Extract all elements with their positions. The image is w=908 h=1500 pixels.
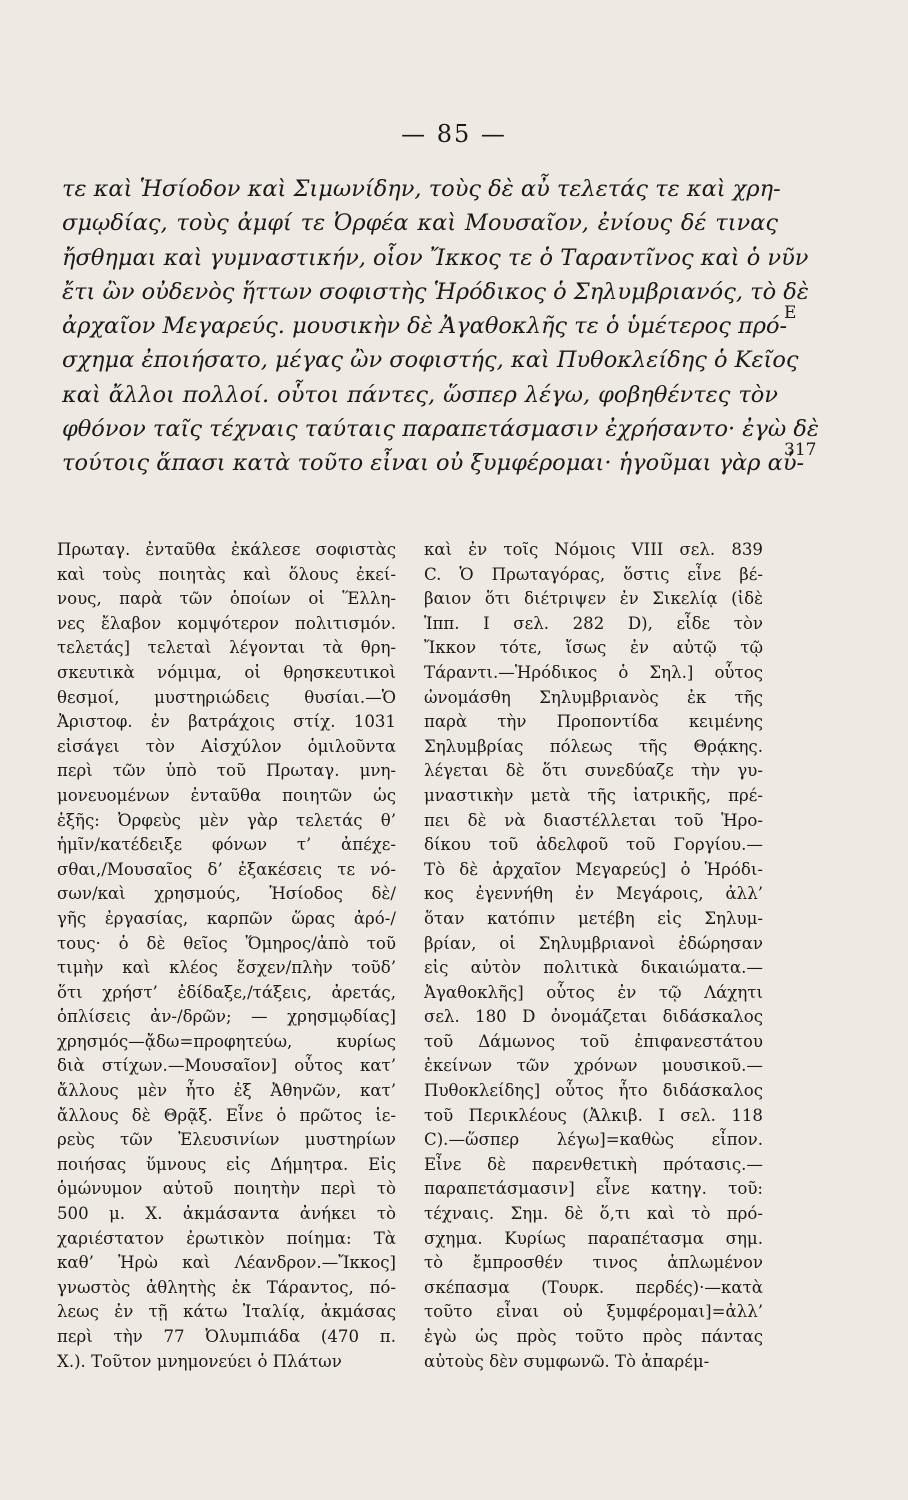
commentary-line: σθαι,/Μουσαῖος δ’ ἐξακέσεις τε νό- (57, 859, 396, 879)
commentary-line: σχημα. Κυρίως παραπέτασμα σημ. (424, 1228, 763, 1248)
commentary-line: παρὰ τὴν Προποντίδα κειμένης (424, 712, 763, 732)
main-text-line: τούτοις ἅπασι κατὰ τοῦτο εἶναι οὐ ξυμφέρομαι· ἡγοῦμαι γὰρ αὐ- (62, 450, 805, 477)
commentary-line: σων/καὶ χρησμούς, Ἡσίοδος δὲ/ (57, 884, 396, 904)
main-text-line: τε καὶ Ἡσίοδον καὶ Σιμωνίδην, τοὺς δὲ αὖ τελετάς τε καὶ χρη- (62, 176, 781, 202)
commentary-line: μναστικὴν μετὰ τῆς ἰατρικῆς, πρέ- (424, 785, 763, 805)
commentary-line: μονευομένων ἐνταῦθα ποιητῶν ὡς (57, 785, 396, 805)
commentary-line: σκέπασμα (Τουρκ. περδές)·—κατὰ (424, 1277, 763, 1297)
commentary-line: σκευτικὰ νόμιμα, οἱ θρησκευτικοὶ (57, 662, 396, 682)
commentary-line: Πρωταγ. ἐνταῦθα ἐκάλεσε σοφιστὰς (57, 540, 396, 559)
commentary-line: ἡμῖν/κατέδειξε φόνων τ’ ἀπέχε- (57, 835, 396, 855)
commentary-line: δίκου τοῦ ἀδελφοῦ τοῦ Γοργίου.— (424, 835, 763, 855)
commentary-line: θεσμοί, μυστηριώδεις θυσίαι.—Ὁ (57, 687, 396, 707)
commentary-line: ὠνομάσθη Σηλυμβριανὸς ἐκ τῆς (424, 687, 763, 707)
commentary-line: ὅταν κατόπιν μετέβη εἰς Σηλυμ- (424, 908, 763, 928)
margin-page-reference: 317 (784, 440, 817, 460)
commentary-line: παραπετάσμασιν] εἶνε κατηγ. τοῦ: (424, 1179, 763, 1199)
commentary-line: ἐκείνων τῶν χρόνων μουσικοῦ.— (424, 1056, 763, 1076)
commentary-line: διὰ στίχων.—Μουσαῖον] οὗτος κατ’ (57, 1056, 396, 1076)
commentary-line: ρεὺς τῶν Ἐλευσινίων μυστηρίων (57, 1130, 396, 1150)
commentary-line: τους· ὁ δὲ θεῖος Ὅμηρος/ἀπὸ τοῦ (57, 933, 396, 953)
commentary-line: 500 μ. Χ. ἀκμάσαντα ἀνήκει τὸ (57, 1204, 396, 1224)
commentary-line: τιμὴν καὶ κλέος ἔσχεν/πλὴν τοῦδ’ (57, 958, 396, 978)
commentary-line: βαιον ὅτι διέτριψεν ἐν Σικελίᾳ (ἰδὲ (424, 589, 763, 609)
main-text-line: καὶ ἄλλοι πολλοί. οὗτοι πάντες, ὥσπερ λέγω, φοβηθέντες τὸν (62, 381, 778, 408)
commentary-line: ἄλλους μὲν ἦτο ἐξ Ἀθηνῶν, κατ’ (57, 1081, 396, 1101)
commentary-line: Σηλυμβρίας πόλεως τῆς Θρᾴκης. (424, 736, 763, 756)
commentary-line: λέγεται δὲ ὅτι συνεδύαζε τὴν γυ- (424, 761, 763, 781)
page-number: — 85 — (401, 120, 507, 148)
commentary-line: πει δὲ νὰ διαστέλλεται τοῦ Ἡρο- (424, 810, 763, 830)
commentary-line: ἐγὼ ὡς πρὸς τοῦτο πρὸς πάντας (424, 1327, 763, 1346)
commentary-line: βρίαν, οἱ Σηλυμβριανοὶ ἐδώρησαν (424, 933, 763, 953)
commentary-line: καὶ ἐν τοῖς Νόμοις VIII σελ. 839 (424, 540, 763, 559)
commentary-line: καθ’ Ἡρὼ καὶ Λέανδρον.—Ἴκκος] (57, 1253, 396, 1273)
commentary-line: Ἴκκον τότε, ἴσως ἐν αὐτῷ τῷ (424, 638, 763, 658)
commentary-line: τέχναις. Σημ. δὲ ὅ,τι καὶ τὸ πρό- (424, 1204, 763, 1224)
main-text-line: σχημα ἐποιήσατο, μέγας ὢν σοφιστής, καὶ Πυθοκλείδης ὁ Κεῖος (62, 347, 799, 374)
commentary-line: τοῦ Περικλέους (Ἀλκιβ. Ι σελ. 118 (424, 1105, 763, 1125)
commentary-right-column (424, 538, 763, 1374)
commentary-line: Τάραντι.—Ἡρόδικος ὁ Σηλ.] οὗτος (424, 662, 763, 682)
margin-section-letter: E (784, 303, 797, 323)
main-text-line: ἤσθημαι καὶ γυμναστικήν, οἷον Ἴκκος τε ὁ Ταραντῖνος καὶ ὁ νῦν (62, 244, 809, 271)
commentary-line: τοῦ Δάμωνος τοῦ ἐπιφανεστάτου (424, 1031, 763, 1051)
main-text-line: σμῳδίας, τοὺς ἀμφί τε Ὀρφέα καὶ Μουσαῖον, ἐνίους δέ τινας (62, 210, 778, 237)
commentary-line: κος ἐγεννήθη ἐν Μεγάροις, ἀλλ’ (424, 884, 763, 904)
commentary-line: Πυθοκλείδης] οὗτος ἦτο διδάσκαλος (424, 1081, 763, 1101)
commentary-line: γῆς ἐργασίας, καρπῶν ὥρας ἀρό-/ (57, 908, 396, 928)
commentary-line: νους, παρὰ τῶν ὁποίων οἱ Ἕλλη- (57, 589, 396, 609)
commentary-line: περὶ τὴν 77 Ὀλυμπιάδα (470 π. (57, 1327, 396, 1346)
commentary-line: ἄλλους δὲ Θρᾷξ. Εἶνε ὁ πρῶτος ἱε- (57, 1105, 396, 1125)
commentary-line: τὸ ἔμπροσθέν τινος ἁπλωμένον (424, 1253, 763, 1273)
main-text-line: ἀρχαῖον Μεγαρεύς. μουσικὴν δὲ Ἀγαθοκλῆς τε ὁ ὑμέτερος πρό- (62, 313, 788, 340)
commentary-line: περὶ τῶν ὑπὸ τοῦ Πρωταγ. μνη- (57, 761, 396, 781)
commentary-line: τοῦτο εἶναι οὐ ξυμφέρομαι]=ἀλλ’ (424, 1302, 763, 1322)
commentary-line: Ἀγαθοκλῆς] οὗτος ἐν τῷ Λάχητι (424, 982, 763, 1002)
commentary-line: ποιήσας ὕμνους εἰς Δήμητρα. Εἰς (57, 1154, 396, 1174)
commentary-line: C. Ὁ Πρωταγόρας, ὅστις εἶνε βέ- (424, 564, 763, 584)
main-text-line: φθόνον ταῖς τέχναις ταύταις παραπετάσμασιν ἐχρήσαντο· ἐγὼ δὲ (62, 416, 819, 443)
commentary-line: νες ἔλαβον κομψότερον πολιτισμόν. (57, 613, 396, 633)
commentary-line: εἰς αὐτὸν πολιτικὰ δικαιώματα.— (424, 958, 763, 978)
commentary-line: ὅτι χρήστ’ ἐδίδαξε,/τάξεις, ἀρετάς, (57, 982, 396, 1002)
commentary-line: ὁπλίσεις ἀν-/δρῶν; — χρησμῳδίας] (57, 1007, 396, 1027)
commentary-line: χαριέστατον ἐρωτικὸν ποίημα: Τὰ (57, 1228, 396, 1248)
commentary-line: σελ. 180 D ὀνομάζεται διδάσκαλος (424, 1007, 763, 1027)
commentary-line: γνωστὸς ἀθλητὴς ἐκ Τάραντος, πό- (57, 1277, 396, 1297)
commentary-line: αὐτοὺς δὲν συμφωνῶ. Τὸ ἀπαρέμ- (424, 1351, 710, 1371)
commentary-line: Ἀριστοφ. ἐν βατράχοις στίχ. 1031 (57, 712, 396, 732)
commentary-line: Εἶνε δὲ παρενθετικὴ πρότασις.— (424, 1154, 763, 1174)
commentary-line: χρησμός—ᾄδω=προφητεύω, κυρίως (57, 1031, 396, 1051)
commentary-line: Χ.). Τοῦτον μνημονεύει ὁ Πλάτων (57, 1351, 342, 1371)
commentary-line: Τὸ δὲ ἀρχαῖον Μεγαρεύς] ὁ Ἡρόδι- (424, 859, 763, 879)
commentary-line: Ἱππ. Ι σελ. 282 D), εἶδε τὸν (424, 613, 763, 633)
commentary-line: ὁμώνυμον αὐτοῦ ποιητὴν περὶ τὸ (57, 1179, 396, 1199)
commentary-line: εἰσάγει τὸν Αἰσχύλον ὁμιλοῦντα (57, 736, 396, 756)
main-text-line: ἔτι ὢν οὐδενὸς ἥττων σοφιστὴς Ἡρόδικος ὁ Σηλυμβριανός, τὸ δὲ (62, 278, 809, 305)
commentary-line: καὶ τοὺς ποιητὰς καὶ ὅλους ἐκεί- (57, 564, 396, 584)
commentary-line: ἑξῆς: Ὀρφεὺς μὲν γὰρ τελετάς θ’ (57, 810, 396, 830)
commentary-left-column (57, 538, 396, 1374)
commentary-line: C).—ὥσπερ λέγω]=καθὼς εἶπον. (424, 1130, 763, 1150)
commentary-line: λεως ἐν τῇ κάτω Ἰταλίᾳ, ἀκμάσας (57, 1302, 396, 1322)
commentary-line: τελετάς] τελεταὶ λέγονται τὰ θρη- (57, 638, 396, 658)
